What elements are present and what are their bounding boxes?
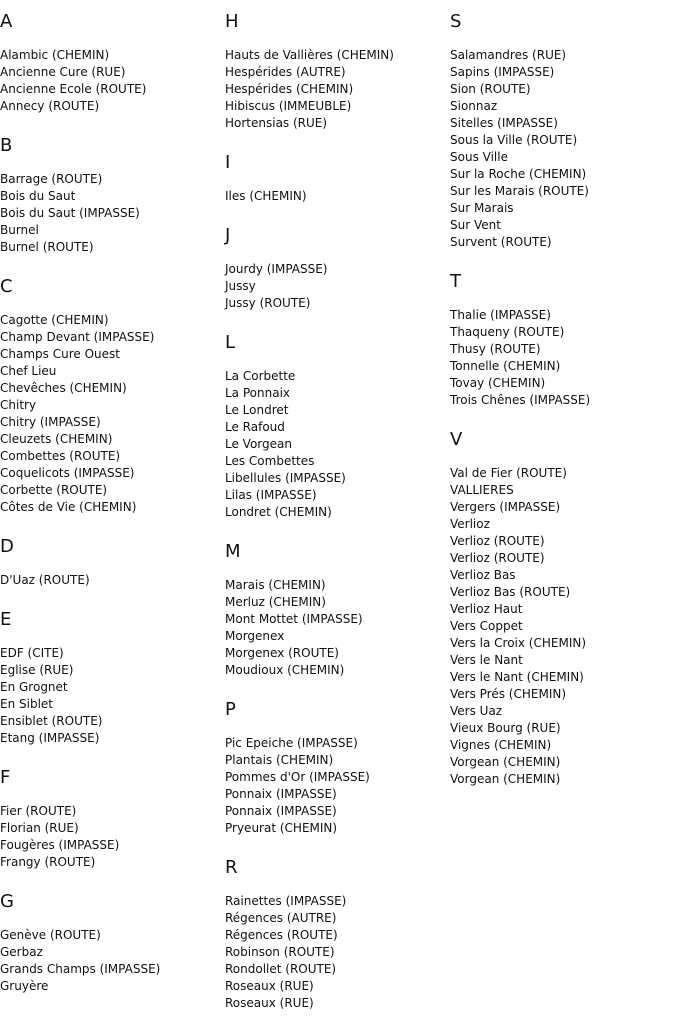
street-item: Bois du Saut	[0, 189, 76, 203]
street-item: Grands Champs (IMPASSE)	[0, 962, 161, 976]
street-item: En Siblet	[0, 697, 53, 711]
street-item: Pic Epeiche (IMPASSE)	[225, 736, 358, 750]
street-item: Moudioux (CHEMIN)	[225, 663, 345, 677]
street-item: Tonnelle (CHEMIN)	[450, 359, 561, 373]
street-item: Alambic (CHEMIN)	[0, 48, 110, 62]
street-item: Jussy (ROUTE)	[225, 296, 311, 310]
section-letter-heading: H	[225, 11, 239, 32]
street-item: Roseaux (RUE)	[225, 996, 314, 1010]
street-item: La Ponnaix	[225, 386, 291, 400]
street-item: EDF (CITE)	[0, 646, 64, 660]
street-list	[225, 735, 450, 837]
street-item: Ensiblet (ROUTE)	[0, 714, 103, 728]
street-item: Hortensias (RUE)	[225, 116, 328, 130]
street-item: D'Uaz (ROUTE)	[0, 573, 90, 587]
street-item: Vorgean (CHEMIN)	[450, 755, 561, 769]
index-column-1	[0, 0, 225, 1016]
street-item: Cagotte (CHEMIN)	[0, 313, 109, 327]
section-letter-heading: P	[225, 699, 236, 720]
street-item: Ponnaix (IMPASSE)	[225, 804, 337, 818]
street-list	[0, 803, 225, 871]
letter-section	[225, 12, 450, 132]
street-list	[225, 893, 450, 1012]
street-item: Val de Fier (ROUTE)	[450, 466, 567, 480]
street-item: Hespérides (CHEMIN)	[225, 82, 354, 96]
street-item: Ancienne Ecole (ROUTE)	[0, 82, 147, 96]
index-column-2	[225, 0, 450, 1033]
street-item: Hespérides (AUTRE)	[225, 65, 346, 79]
street-item: Thalie (IMPASSE)	[450, 308, 551, 322]
street-item: Vers Prés (CHEMIN)	[450, 687, 567, 701]
street-item: Gruyère	[0, 979, 49, 993]
street-item: Le Vorgean	[225, 437, 292, 451]
letter-section	[0, 768, 225, 871]
street-item: VALLIERES	[450, 483, 514, 497]
street-item: Rondollet (ROUTE)	[225, 962, 337, 976]
street-item: Côtes de Vie (CHEMIN)	[0, 500, 137, 514]
street-item: Burnel (ROUTE)	[0, 240, 94, 254]
street-item: Sur les Marais (ROUTE)	[450, 184, 589, 198]
letter-section	[450, 12, 675, 251]
street-item: Vignes (CHEMIN)	[450, 738, 552, 752]
street-item: Hauts de Vallières (CHEMIN)	[225, 48, 394, 62]
street-item: Sapins (IMPASSE)	[450, 65, 555, 79]
street-item: Verlioz	[450, 517, 490, 531]
street-item: Marais (CHEMIN)	[225, 578, 326, 592]
street-item: Sur Marais	[450, 201, 514, 215]
letter-section	[450, 430, 675, 788]
street-item: Mont Mottet (IMPASSE)	[225, 612, 363, 626]
street-item: Sionnaz	[450, 99, 498, 113]
street-item: Thusy (ROUTE)	[450, 342, 541, 356]
section-letter-heading: J	[225, 225, 231, 246]
letter-section	[225, 333, 450, 521]
street-item: Frangy (ROUTE)	[0, 855, 96, 869]
street-item: Rainettes (IMPASSE)	[225, 894, 347, 908]
street-list	[225, 577, 450, 679]
street-item: Chitry	[0, 398, 37, 412]
street-item: Barrage (ROUTE)	[0, 172, 103, 186]
street-item: Vorgean (CHEMIN)	[450, 772, 561, 786]
section-letter-heading: F	[0, 767, 11, 788]
street-list	[225, 261, 450, 312]
street-item: Cleuzets (CHEMIN)	[0, 432, 113, 446]
letter-section	[0, 136, 225, 256]
index-column-3	[450, 0, 675, 809]
street-item: Vers le Nant (CHEMIN)	[450, 670, 584, 684]
street-list	[225, 188, 450, 205]
section-letter-heading: V	[450, 429, 463, 450]
street-item: Fougères (IMPASSE)	[0, 838, 120, 852]
street-item: Champs Cure Ouest	[0, 347, 120, 361]
street-list	[450, 465, 675, 788]
street-item: Morgenex (ROUTE)	[225, 646, 339, 660]
section-letter-heading: E	[0, 609, 12, 630]
street-item: Sur la Roche (CHEMIN)	[450, 167, 587, 181]
letter-section	[0, 12, 225, 115]
street-item: Chevêches (CHEMIN)	[0, 381, 127, 395]
street-item: Sous Ville	[450, 150, 508, 164]
street-list	[0, 171, 225, 256]
letter-section	[450, 272, 675, 409]
street-item: Thaqueny (ROUTE)	[450, 325, 565, 339]
street-item: Vers Coppet	[450, 619, 523, 633]
street-item: Plantais (CHEMIN)	[225, 753, 334, 767]
street-item: Sous la Ville (ROUTE)	[450, 133, 578, 147]
street-item: Verlioz Bas	[450, 568, 516, 582]
street-item: Ponnaix (IMPASSE)	[225, 787, 337, 801]
section-letter-heading: A	[0, 11, 13, 32]
street-item: Combettes (ROUTE)	[0, 449, 121, 463]
street-item: Lilas (IMPASSE)	[225, 488, 317, 502]
street-item: Annecy (ROUTE)	[0, 99, 100, 113]
street-item: Le Rafoud	[225, 420, 285, 434]
street-item: Sitelles (IMPASSE)	[450, 116, 558, 130]
street-item: Sur Vent	[450, 218, 501, 232]
street-item: Roseaux (RUE)	[225, 979, 314, 993]
section-letter-heading: B	[0, 135, 13, 156]
street-item: Londret (CHEMIN)	[225, 505, 332, 519]
section-letter-heading: I	[225, 152, 231, 173]
street-item: En Grognet	[0, 680, 68, 694]
letter-section	[0, 610, 225, 747]
street-item: Morgenex	[225, 629, 285, 643]
street-list	[0, 572, 225, 589]
street-item: Salamandres (RUE)	[450, 48, 567, 62]
street-item: Coquelicots (IMPASSE)	[0, 466, 135, 480]
letter-section	[0, 537, 225, 589]
street-item: Les Combettes	[225, 454, 315, 468]
street-item: Etang (IMPASSE)	[0, 731, 100, 745]
street-item: Verlioz (ROUTE)	[450, 551, 545, 565]
street-item: Vergers (IMPASSE)	[450, 500, 561, 514]
street-item: Burnel	[0, 223, 39, 237]
street-item: Robinson (ROUTE)	[225, 945, 335, 959]
section-letter-heading: C	[0, 276, 13, 297]
street-item: Hibiscus (IMMEUBLE)	[225, 99, 352, 113]
street-item: Vers la Croix (CHEMIN)	[450, 636, 587, 650]
letter-section	[225, 700, 450, 837]
street-item: Corbette (ROUTE)	[0, 483, 108, 497]
letter-section	[0, 892, 225, 995]
street-item: Genève (ROUTE)	[0, 928, 101, 942]
street-item: Le Londret	[225, 403, 289, 417]
section-letter-heading: L	[225, 332, 236, 353]
street-list	[0, 645, 225, 747]
street-list	[450, 47, 675, 251]
letter-section	[225, 542, 450, 679]
street-list	[0, 47, 225, 115]
street-list	[0, 927, 225, 995]
street-item: Verlioz (ROUTE)	[450, 534, 545, 548]
street-item: Régences (ROUTE)	[225, 928, 338, 942]
letter-section	[225, 153, 450, 205]
street-list	[0, 312, 225, 516]
street-item: Iles (CHEMIN)	[225, 189, 307, 203]
street-item: Jourdy (IMPASSE)	[225, 262, 328, 276]
street-item: La Corbette	[225, 369, 296, 383]
street-item: Eglise (RUE)	[0, 663, 74, 677]
street-item: Régences (AUTRE)	[225, 911, 337, 925]
street-item: Bois du Saut (IMPASSE)	[0, 206, 140, 220]
section-letter-heading: D	[0, 536, 14, 557]
street-item: Libellules (IMPASSE)	[225, 471, 346, 485]
street-item: Survent (ROUTE)	[450, 235, 552, 249]
street-item: Merluz (CHEMIN)	[225, 595, 326, 609]
street-item: Ancienne Cure (RUE)	[0, 65, 126, 79]
section-letter-heading: S	[450, 11, 462, 32]
street-item: Tovay (CHEMIN)	[450, 376, 546, 390]
letter-section	[225, 858, 450, 1012]
street-item: Pommes d'Or (IMPASSE)	[225, 770, 370, 784]
street-item: Jussy	[225, 279, 256, 293]
street-item: Vers Uaz	[450, 704, 503, 718]
street-item: Florian (RUE)	[0, 821, 79, 835]
street-item: Fier (ROUTE)	[0, 804, 77, 818]
street-item: Chef Lieu	[0, 364, 57, 378]
street-list	[225, 368, 450, 521]
street-item: Trois Chênes (IMPASSE)	[450, 393, 591, 407]
letter-section	[0, 277, 225, 516]
street-item: Champ Devant (IMPASSE)	[0, 330, 155, 344]
section-letter-heading: R	[225, 857, 238, 878]
street-item: Pryeurat (CHEMIN)	[225, 821, 338, 835]
section-letter-heading: M	[225, 541, 241, 562]
street-item: Gerbaz	[0, 945, 43, 959]
street-item: Vers le Nant	[450, 653, 523, 667]
letter-section	[225, 226, 450, 312]
street-item: Verlioz Haut	[450, 602, 523, 616]
street-item: Verlioz Bas (ROUTE)	[450, 585, 571, 599]
section-letter-heading: T	[450, 271, 461, 292]
street-item: Vieux Bourg (RUE)	[450, 721, 561, 735]
section-letter-heading: G	[0, 891, 14, 912]
street-list	[450, 307, 675, 409]
street-item: Sion (ROUTE)	[450, 82, 531, 96]
street-item: Chitry (IMPASSE)	[0, 415, 101, 429]
street-list	[225, 47, 450, 132]
